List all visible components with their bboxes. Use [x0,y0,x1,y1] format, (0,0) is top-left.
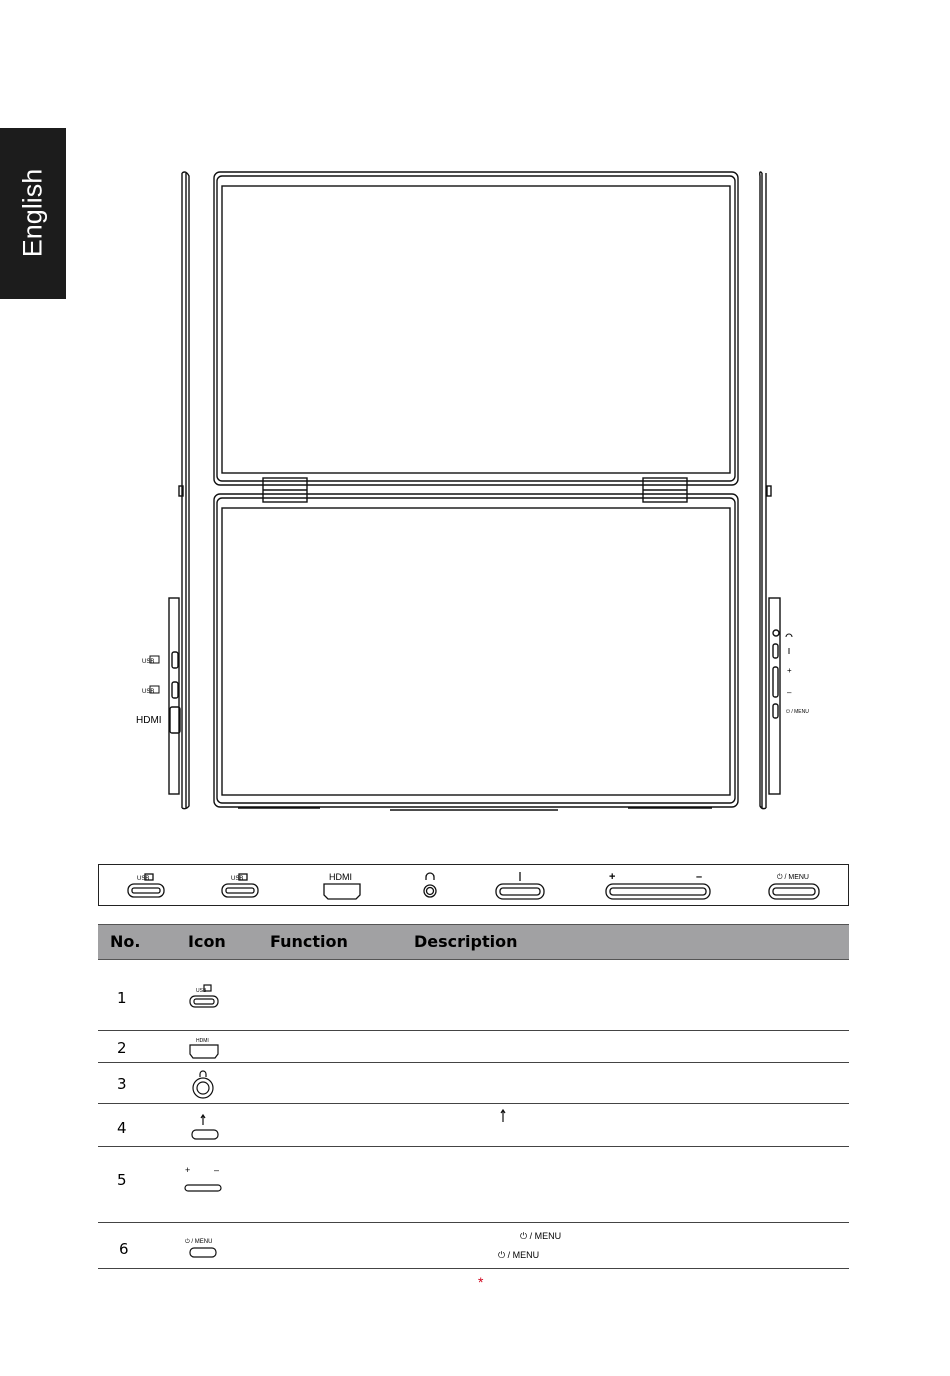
usb-c-port-icon [186,983,222,1011]
col-header-icon: Icon [188,932,226,951]
row-number: 6 [119,1240,129,1258]
table-header [98,924,849,960]
power-adapter-port-icon [496,872,544,899]
right-plus-label: + [787,666,792,675]
left-side-profile [169,172,189,809]
row-number: 5 [117,1171,127,1189]
hdmi-label: HDMI [329,872,352,882]
table-row [98,1147,849,1223]
right-headphone-icon [786,634,792,637]
power-adapter-port-icon [188,1112,222,1142]
col-header-no: No. [110,932,141,951]
power-adapter-inline-icon [498,1108,508,1126]
left-usb-label-2: USB [142,689,155,695]
table-row [98,1223,849,1269]
port-strip [98,864,849,906]
minus-label: – [696,871,703,883]
volume-rocker-icon [606,884,710,899]
left-hdmi-label: HDMI [136,715,162,726]
row-number: 4 [117,1119,127,1137]
row-number: 3 [117,1075,127,1093]
top-display-panel [214,172,738,502]
minus-label: – [214,1165,220,1175]
left-usb-label-1: USB [142,659,155,665]
table-row [98,959,849,1031]
row-number: 2 [117,1039,127,1057]
right-side-profile [760,172,780,809]
volume-rocker-icon [182,1161,226,1195]
language-tab-label: English [17,168,48,258]
usb-label: USB [231,876,244,882]
right-minus-label: – [787,688,792,697]
row-number: 1 [117,989,127,1007]
usb-label: USB [196,988,207,994]
col-header-function: Function [270,932,348,951]
power-menu-button-icon [769,884,819,899]
power-menu-inline-label: ⏻ / MENU [520,1231,562,1241]
table-row [98,1031,849,1063]
table-row [98,1104,849,1147]
headphone-jack-icon [189,1067,219,1101]
power-menu-label: ⏻ / MENU [777,874,809,881]
right-power-menu-label: ⏻ / MENU [786,709,809,715]
headphone-jack-icon [424,873,436,897]
usb-label: USB [137,876,150,882]
footnote-asterisk: * [478,1274,484,1290]
table-row [98,1063,849,1104]
power-menu-label: ⏻ / MENU [185,1239,213,1245]
hdmi-port-icon [186,1034,222,1060]
port-strip-icons [98,864,849,906]
hdmi-label: HDMI [196,1038,209,1044]
plus-label: + [185,1165,191,1175]
bottom-display-panel [214,494,738,810]
hdmi-port-icon [324,884,360,899]
power-menu-button-icon [184,1236,224,1260]
power-menu-inline-label: ⏻ / MENU [498,1250,540,1260]
plus-label: + [609,871,616,883]
col-header-description: Description [414,932,518,951]
